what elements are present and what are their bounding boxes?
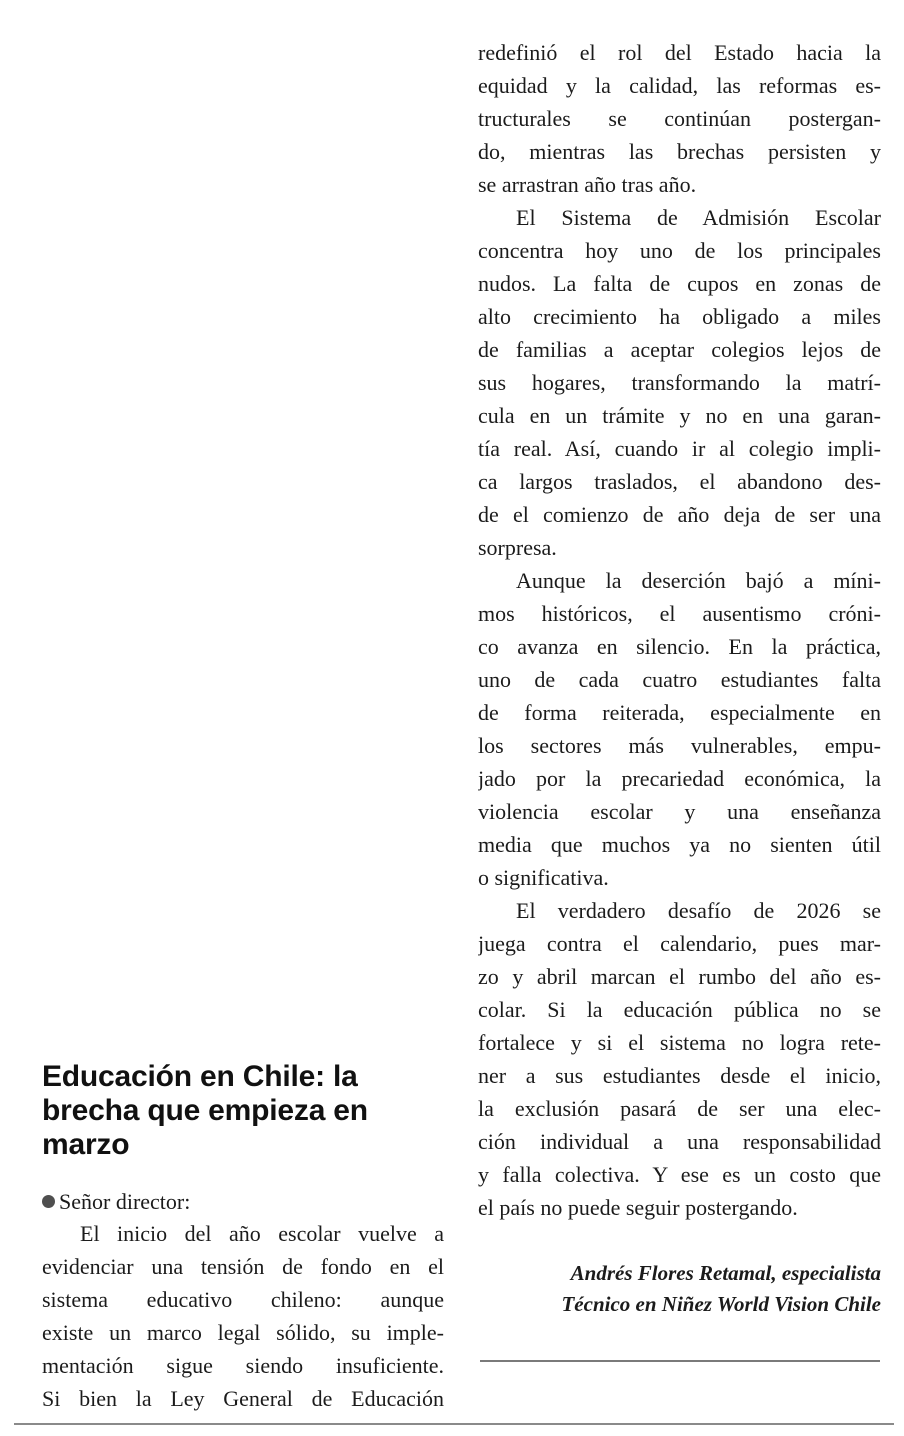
signature-name: Andrés Flores Retamal, especialista: [570, 1261, 881, 1285]
text-line: de familias a aceptar colegios lejos de: [478, 337, 881, 362]
text-line: Si bien la Ley General de Educación: [42, 1386, 444, 1411]
text-line: ner a sus estudiantes desde el inicio,: [478, 1063, 881, 1088]
text-line: violencia escolar y una enseñanza: [478, 799, 881, 824]
text-line: jado por la precariedad económica, la: [478, 766, 881, 791]
text-line: cula en un trámite y no en una garan-: [478, 403, 881, 428]
text-line: El Sistema de Admisión Escolar: [516, 205, 881, 230]
text-line: juega contra el calendario, pues mar-: [478, 931, 881, 956]
text-line: mos históricos, el ausentismo cróni-: [478, 601, 881, 626]
text-line: media que muchos ya no sienten útil: [478, 832, 881, 857]
text-line: concentra hoy uno de los principales: [478, 238, 881, 263]
article-headline: Educación en Chile: la brecha que empieza en marzo: [42, 1060, 368, 1161]
text-line: se arrastran año tras año.: [478, 172, 697, 197]
text-line: redefinió el rol del Estado hacia la: [478, 40, 881, 65]
signature-block: [478, 1258, 881, 1320]
signature-divider: [480, 1360, 880, 1362]
text-line: fortalece y si el sistema no logra rete-: [478, 1030, 881, 1055]
text-line: mentación sigue siendo insuficiente.: [42, 1353, 444, 1378]
right-body: [478, 36, 881, 1224]
text-line: sistema educativo chileno: aunque: [42, 1287, 444, 1312]
text-line: uno de cada cuatro estudiantes falta: [478, 667, 881, 692]
text-line: equidad y la calidad, las reformas es-: [478, 73, 881, 98]
right-column: [478, 36, 881, 1320]
signature-role: Técnico en Niñez World Vision Chile: [561, 1292, 881, 1316]
text-line: co avanza en silencio. En la práctica,: [478, 634, 881, 659]
text-line: Aunque la deserción bajó a míni-: [516, 568, 881, 593]
left-column: [42, 1060, 444, 1415]
text-line: El verdadero desafío de 2026 se: [516, 898, 881, 923]
text-line: sorpresa.: [478, 535, 557, 560]
text-line: de el comienzo de año deja de ser una: [478, 502, 881, 527]
text-line: colar. Si la educación pública no se: [478, 997, 881, 1022]
text-line: sus hogares, transformando la matrí-: [478, 370, 881, 395]
text-line: existe un marco legal sólido, su imple-: [42, 1320, 444, 1345]
text-line: de forma reiterada, especialmente en: [478, 700, 881, 725]
text-line: ción individual a una responsabilidad: [478, 1129, 881, 1154]
text-line: tructurales se continúan postergan-: [478, 106, 881, 131]
text-line: ca largos traslados, el abandono des-: [478, 469, 881, 494]
page-bottom-rule: [14, 1423, 894, 1425]
text-line: nudos. La falta de cupos en zonas de: [478, 271, 881, 296]
text-line: evidenciar una tensión de fondo en el: [42, 1254, 444, 1279]
text-line: El inicio del año escolar vuelve a: [80, 1221, 444, 1246]
salutation-text: Señor director:: [59, 1189, 191, 1214]
text-line: alto crecimiento ha obligado a miles: [478, 304, 881, 329]
text-line: o significativa.: [478, 865, 609, 890]
text-line: do, mientras las brechas persisten y: [478, 139, 881, 164]
text-line: la exclusión pasará de ser una elec-: [478, 1096, 881, 1121]
text-line: zo y abril marcan el rumbo del año es-: [478, 964, 881, 989]
salutation: [42, 1186, 444, 1217]
text-line: los sectores más vulnerables, empu-: [478, 733, 881, 758]
text-line: tía real. Así, cuando ir al colegio impli-: [478, 436, 881, 461]
text-line: el país no puede seguir postergando.: [478, 1195, 798, 1220]
text-line: y falla colectiva. Y ese es un costo que: [478, 1162, 881, 1187]
bullet-dot-icon: [42, 1195, 55, 1208]
left-body: [42, 1217, 444, 1415]
